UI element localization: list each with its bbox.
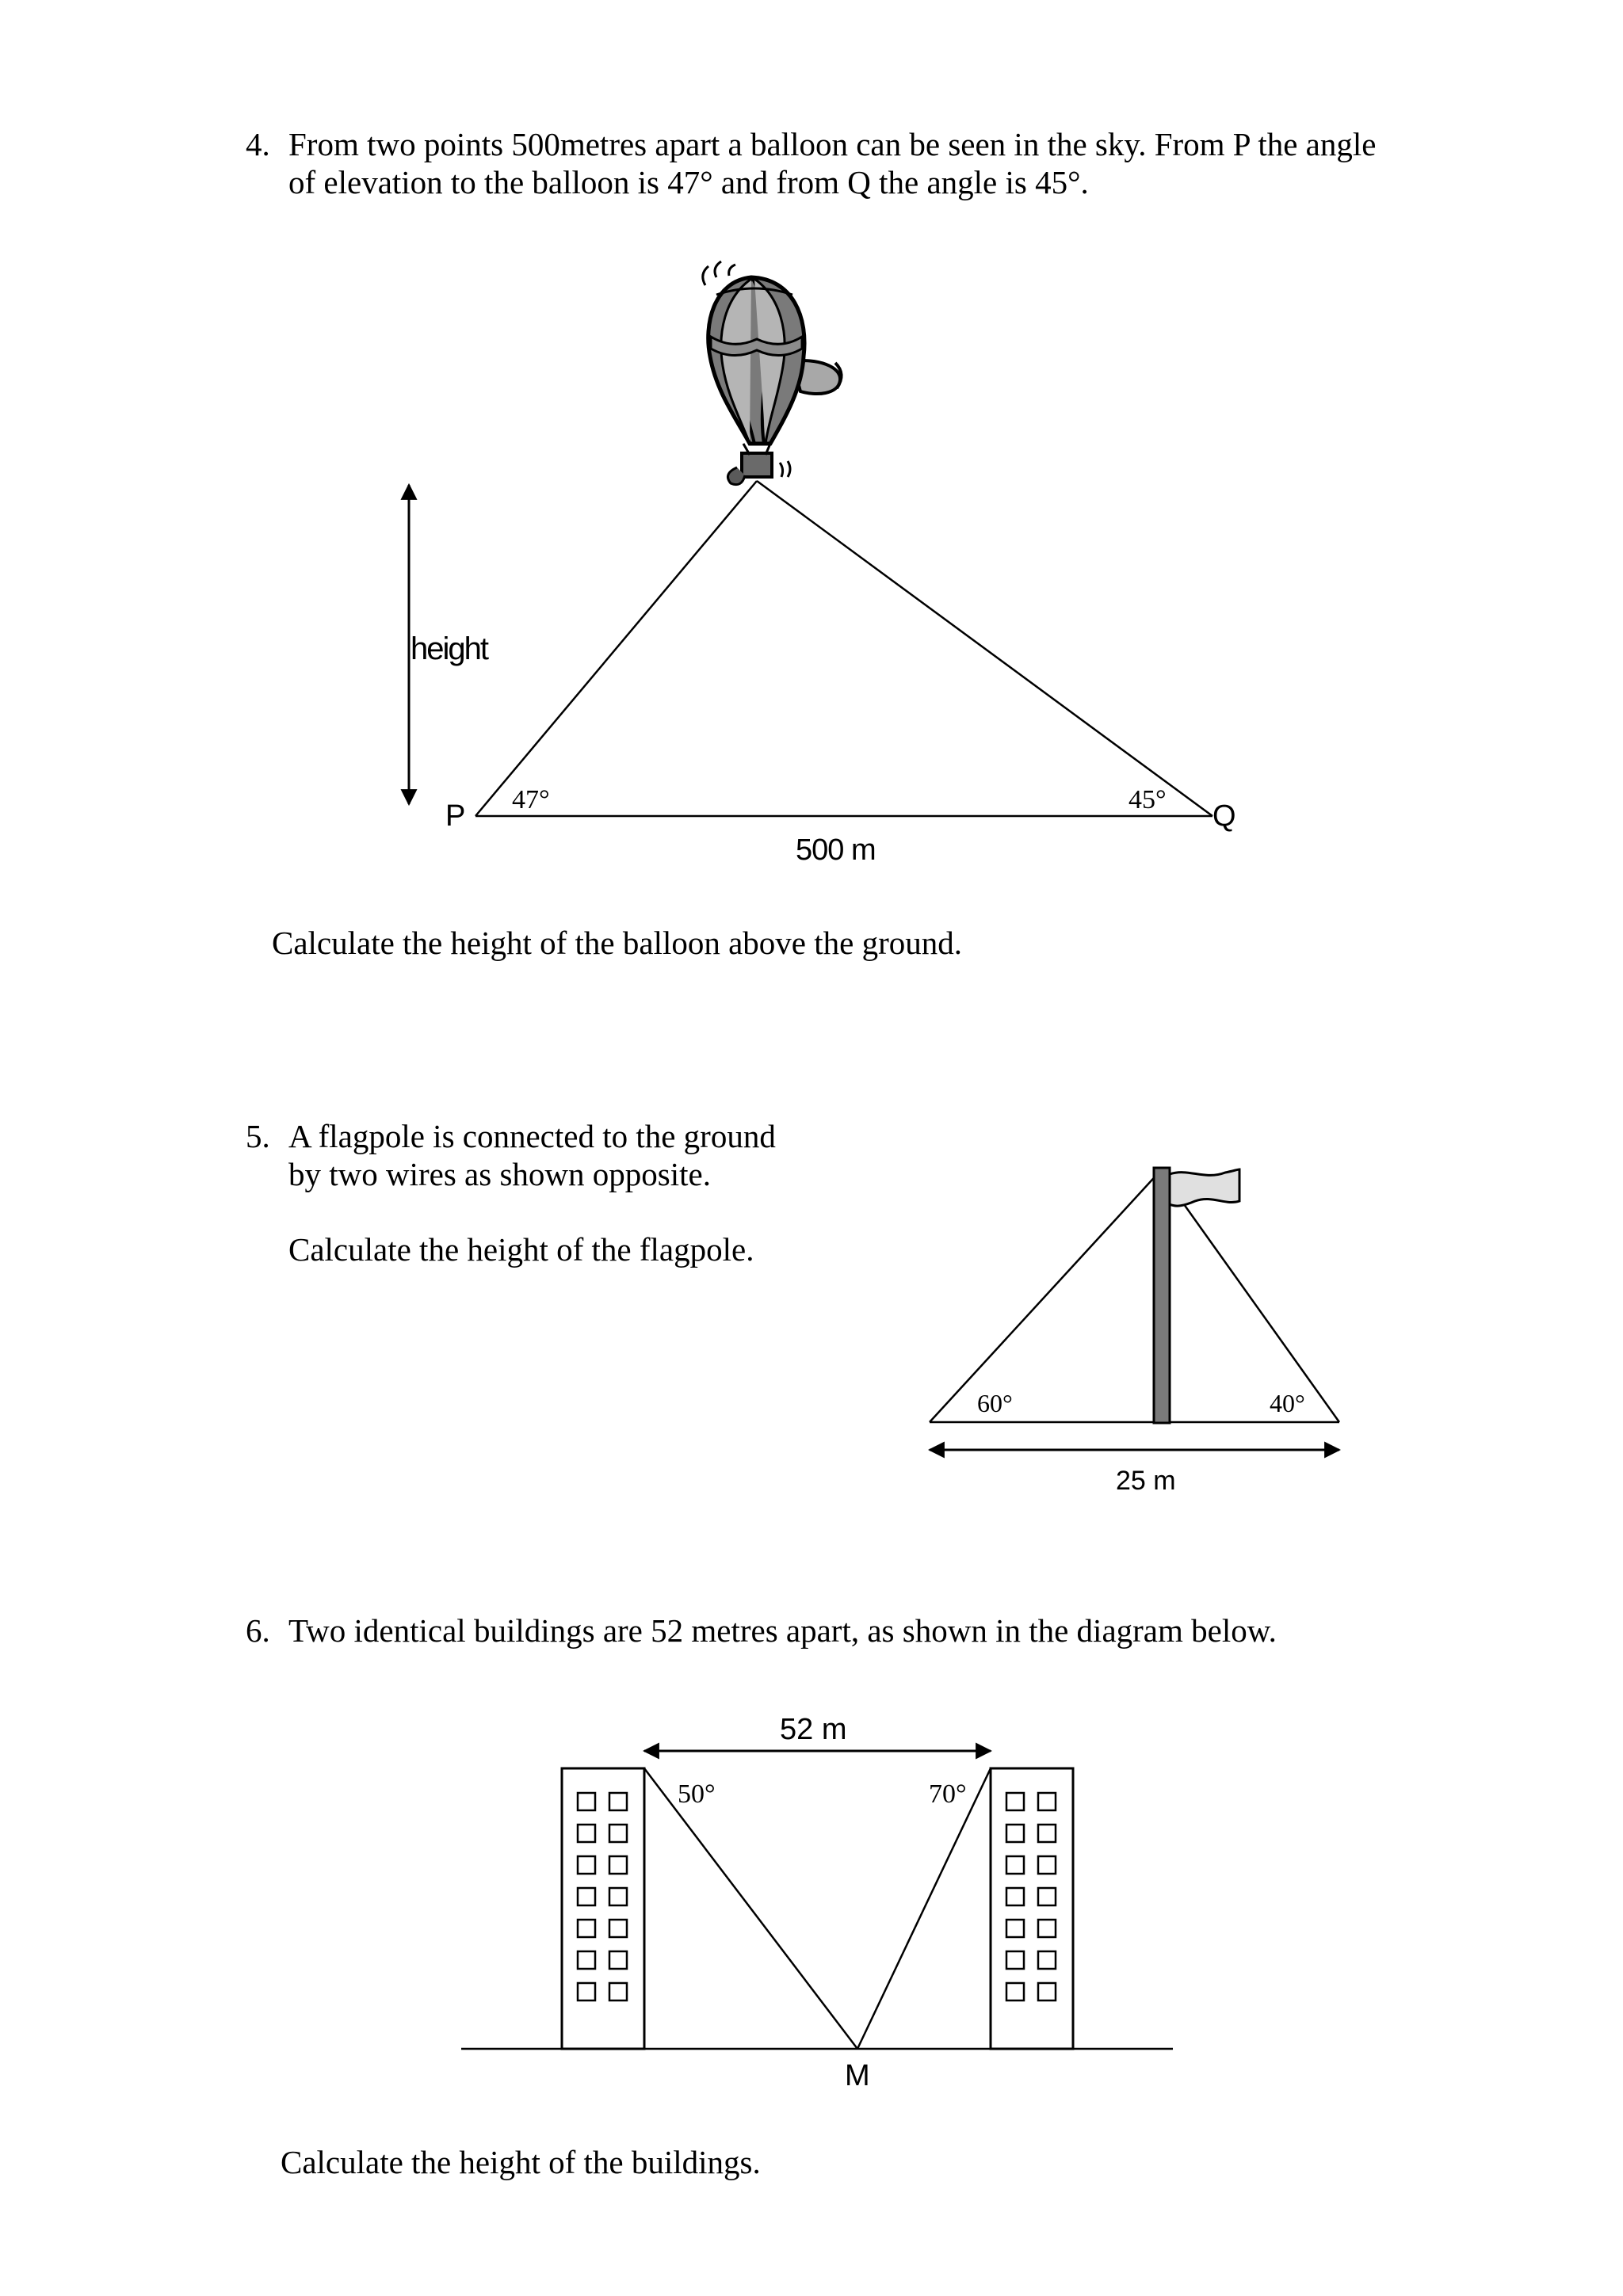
question-number: 4. — [246, 126, 270, 162]
buildings-figure — [461, 1713, 1173, 2092]
building-window — [1006, 1793, 1024, 1810]
flag-icon — [1170, 1169, 1239, 1206]
building-window — [609, 1951, 627, 1969]
base-length-label: 25 m — [1116, 1466, 1176, 1496]
balloon-figure — [409, 261, 1236, 867]
hot-air-balloon-icon — [703, 261, 842, 485]
building-window — [1006, 1951, 1024, 1969]
angle-p-label: 47° — [512, 785, 550, 814]
question-line: A flagpole is connected to the ground — [288, 1118, 776, 1154]
building-window — [1038, 1825, 1056, 1842]
building-window — [1038, 1888, 1056, 1905]
building-window — [609, 1920, 627, 1937]
question-line: Two identical buildings are 52 metres apart, as shown in the diagram below. — [288, 1612, 1277, 1649]
building-window — [609, 1825, 627, 1842]
building-window — [578, 1920, 595, 1937]
left-sight-line — [644, 1768, 857, 2049]
flagpole — [1154, 1168, 1170, 1423]
building-window — [1038, 1983, 1056, 2000]
angle-left-label: 60° — [977, 1389, 1013, 1417]
building-window — [609, 1888, 627, 1905]
building-window — [578, 1825, 595, 1842]
height-label: height — [411, 631, 487, 666]
building-window — [1038, 1793, 1056, 1810]
building-window — [578, 1793, 595, 1810]
building-window — [1006, 1920, 1024, 1937]
building-window — [578, 1983, 595, 2000]
left-building — [562, 1768, 644, 2049]
building-window — [1006, 1825, 1024, 1842]
building-window — [609, 1793, 627, 1810]
right-wire — [1160, 1171, 1339, 1422]
right-sight-line — [857, 1768, 991, 2049]
building-window — [1038, 1920, 1056, 1937]
question-4-prompt: Calculate the height of the balloon above the ground. — [272, 925, 962, 961]
question-line: of elevation to the balloon is 47° and from Q the angle is 45°. — [288, 164, 1089, 200]
right-building — [991, 1768, 1073, 2049]
building-window — [1006, 1856, 1024, 1874]
building-window — [1006, 1983, 1024, 2000]
building-window — [578, 1888, 595, 1905]
building-window — [1006, 1888, 1024, 1905]
building-window — [609, 1983, 627, 2000]
angle-right-label: 40° — [1270, 1389, 1305, 1417]
angle-q-label: 45° — [1128, 785, 1167, 814]
question-line: by two wires as shown opposite. — [288, 1156, 711, 1192]
question-line: From two points 500metres apart a balloon can be seen in the sky. From P the angle — [288, 126, 1377, 162]
line-q-to-balloon — [757, 481, 1212, 816]
point-m-label: M — [845, 2059, 870, 2092]
point-q-label: Q — [1212, 799, 1236, 833]
building-window — [1038, 1951, 1056, 1969]
question-6-prompt: Calculate the height of the buildings. — [281, 2144, 761, 2180]
angle-right-label: 70° — [929, 1779, 967, 1809]
question-5-prompt: Calculate the height of the flagpole. — [288, 1231, 754, 1268]
width-label: 52 m — [780, 1713, 847, 1746]
question-number: 6. — [246, 1612, 270, 1649]
flagpole-figure — [930, 1168, 1339, 1496]
question-number: 5. — [246, 1118, 270, 1154]
angle-left-label: 50° — [678, 1779, 716, 1809]
building-window — [1038, 1856, 1056, 1874]
line-p-to-balloon — [475, 481, 757, 816]
building-window — [578, 1951, 595, 1969]
base-length-label: 500 m — [796, 833, 876, 867]
left-wire — [930, 1171, 1160, 1422]
building-window — [578, 1856, 595, 1874]
building-window — [609, 1856, 627, 1874]
point-p-label: P — [445, 799, 466, 833]
